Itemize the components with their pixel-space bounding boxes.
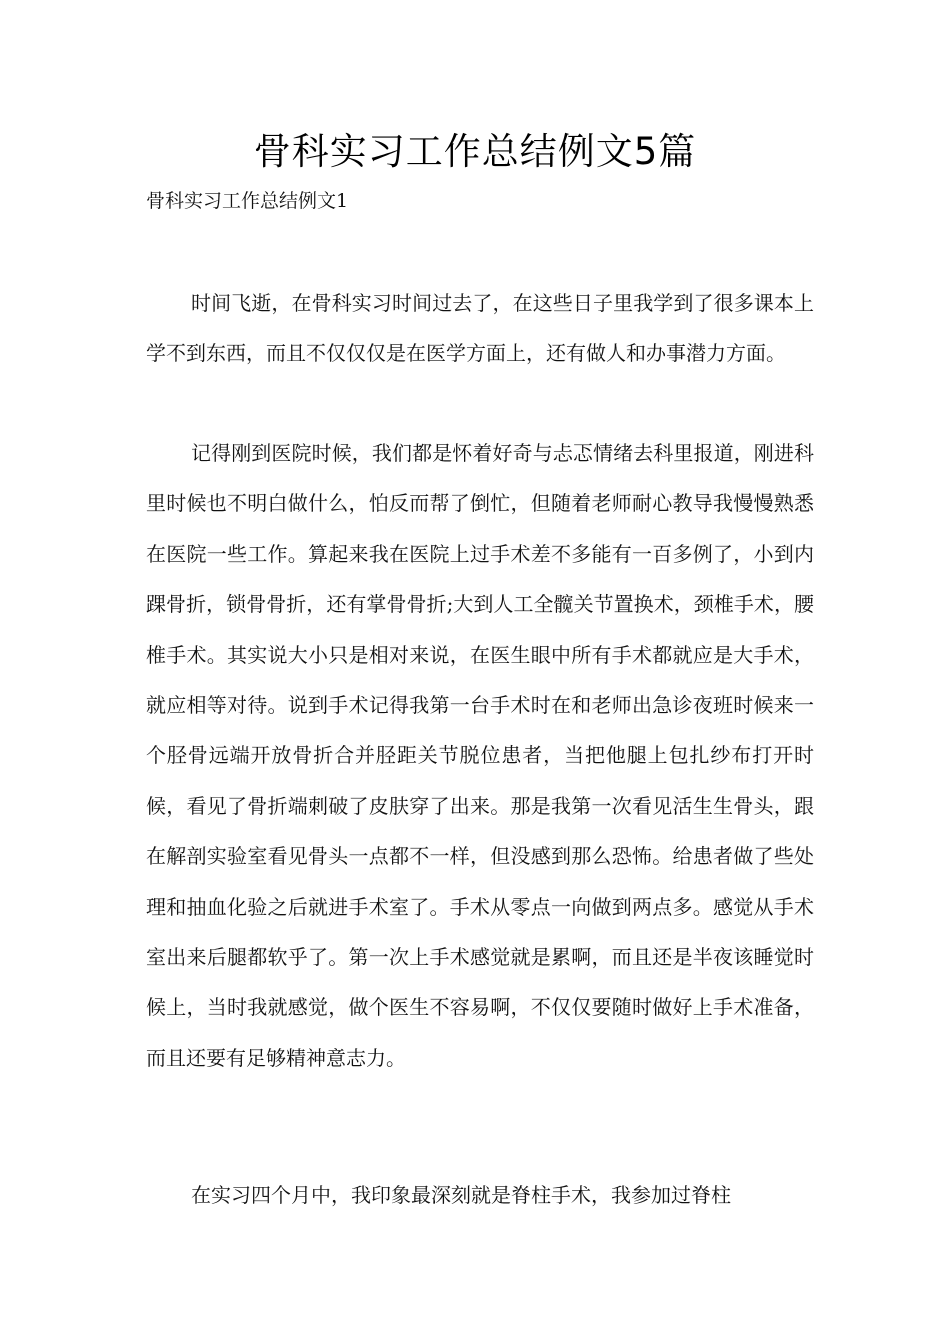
paragraph-2: 记得刚到医院时候，我们都是怀着好奇与忐忑情绪去科里报道，刚进科里时候也不明白做什么，怕反而帮了倒忙，但随着老师耐心教导我慢慢熟悉在医院一些工作。算起来我在医院上过手术差不多能有一百多例了，小到内踝骨折，锁骨骨折，还有掌骨骨折;大到人工全髋关节置换术，颈椎手术，腰椎手术。其实说大小只是相对来说，在医生眼中所有手术都就应是大手术，就应相等对待。说到手术记得我第一台手术时在和老师出急诊夜班时候来一个胫骨远端开放骨折合并胫距关节脱位患者，当把他腿上包扎纱布打开时候，看见了骨折端刺破了皮肤穿了出来。那是我第一次看见活生生骨头，跟在解剖实验室看见骨头一点都不一样，但没感到那么恐怖。给患者做了些处理和抽血化验之后就进手术室了。手术从零点一向做到两点多。感觉从手术室出来后腿都软乎了。第一次上手术感觉就是累啊，而且还是半夜该睡觉时候上，当时我就感觉，做个医生不容易啊，不仅仅要随时做好上手术准备，而且还要有足够精神意志力。: [146, 441, 814, 1070]
paragraph-3: 在实习四个月中，我印象最深刻就是脊柱手术，我参加过脊柱: [191, 1183, 731, 1207]
document-title: 骨科实习工作总结例文5篇: [253, 130, 697, 173]
document-subtitle: 骨科实习工作总结例文1: [146, 190, 349, 212]
paragraph-1: 时间飞逝，在骨科实习时间过去了，在这些日子里我学到了很多课本上学不到东西，而且不仅仅仅是在医学方面上，还有做人和办事潜力方面。: [146, 291, 814, 366]
